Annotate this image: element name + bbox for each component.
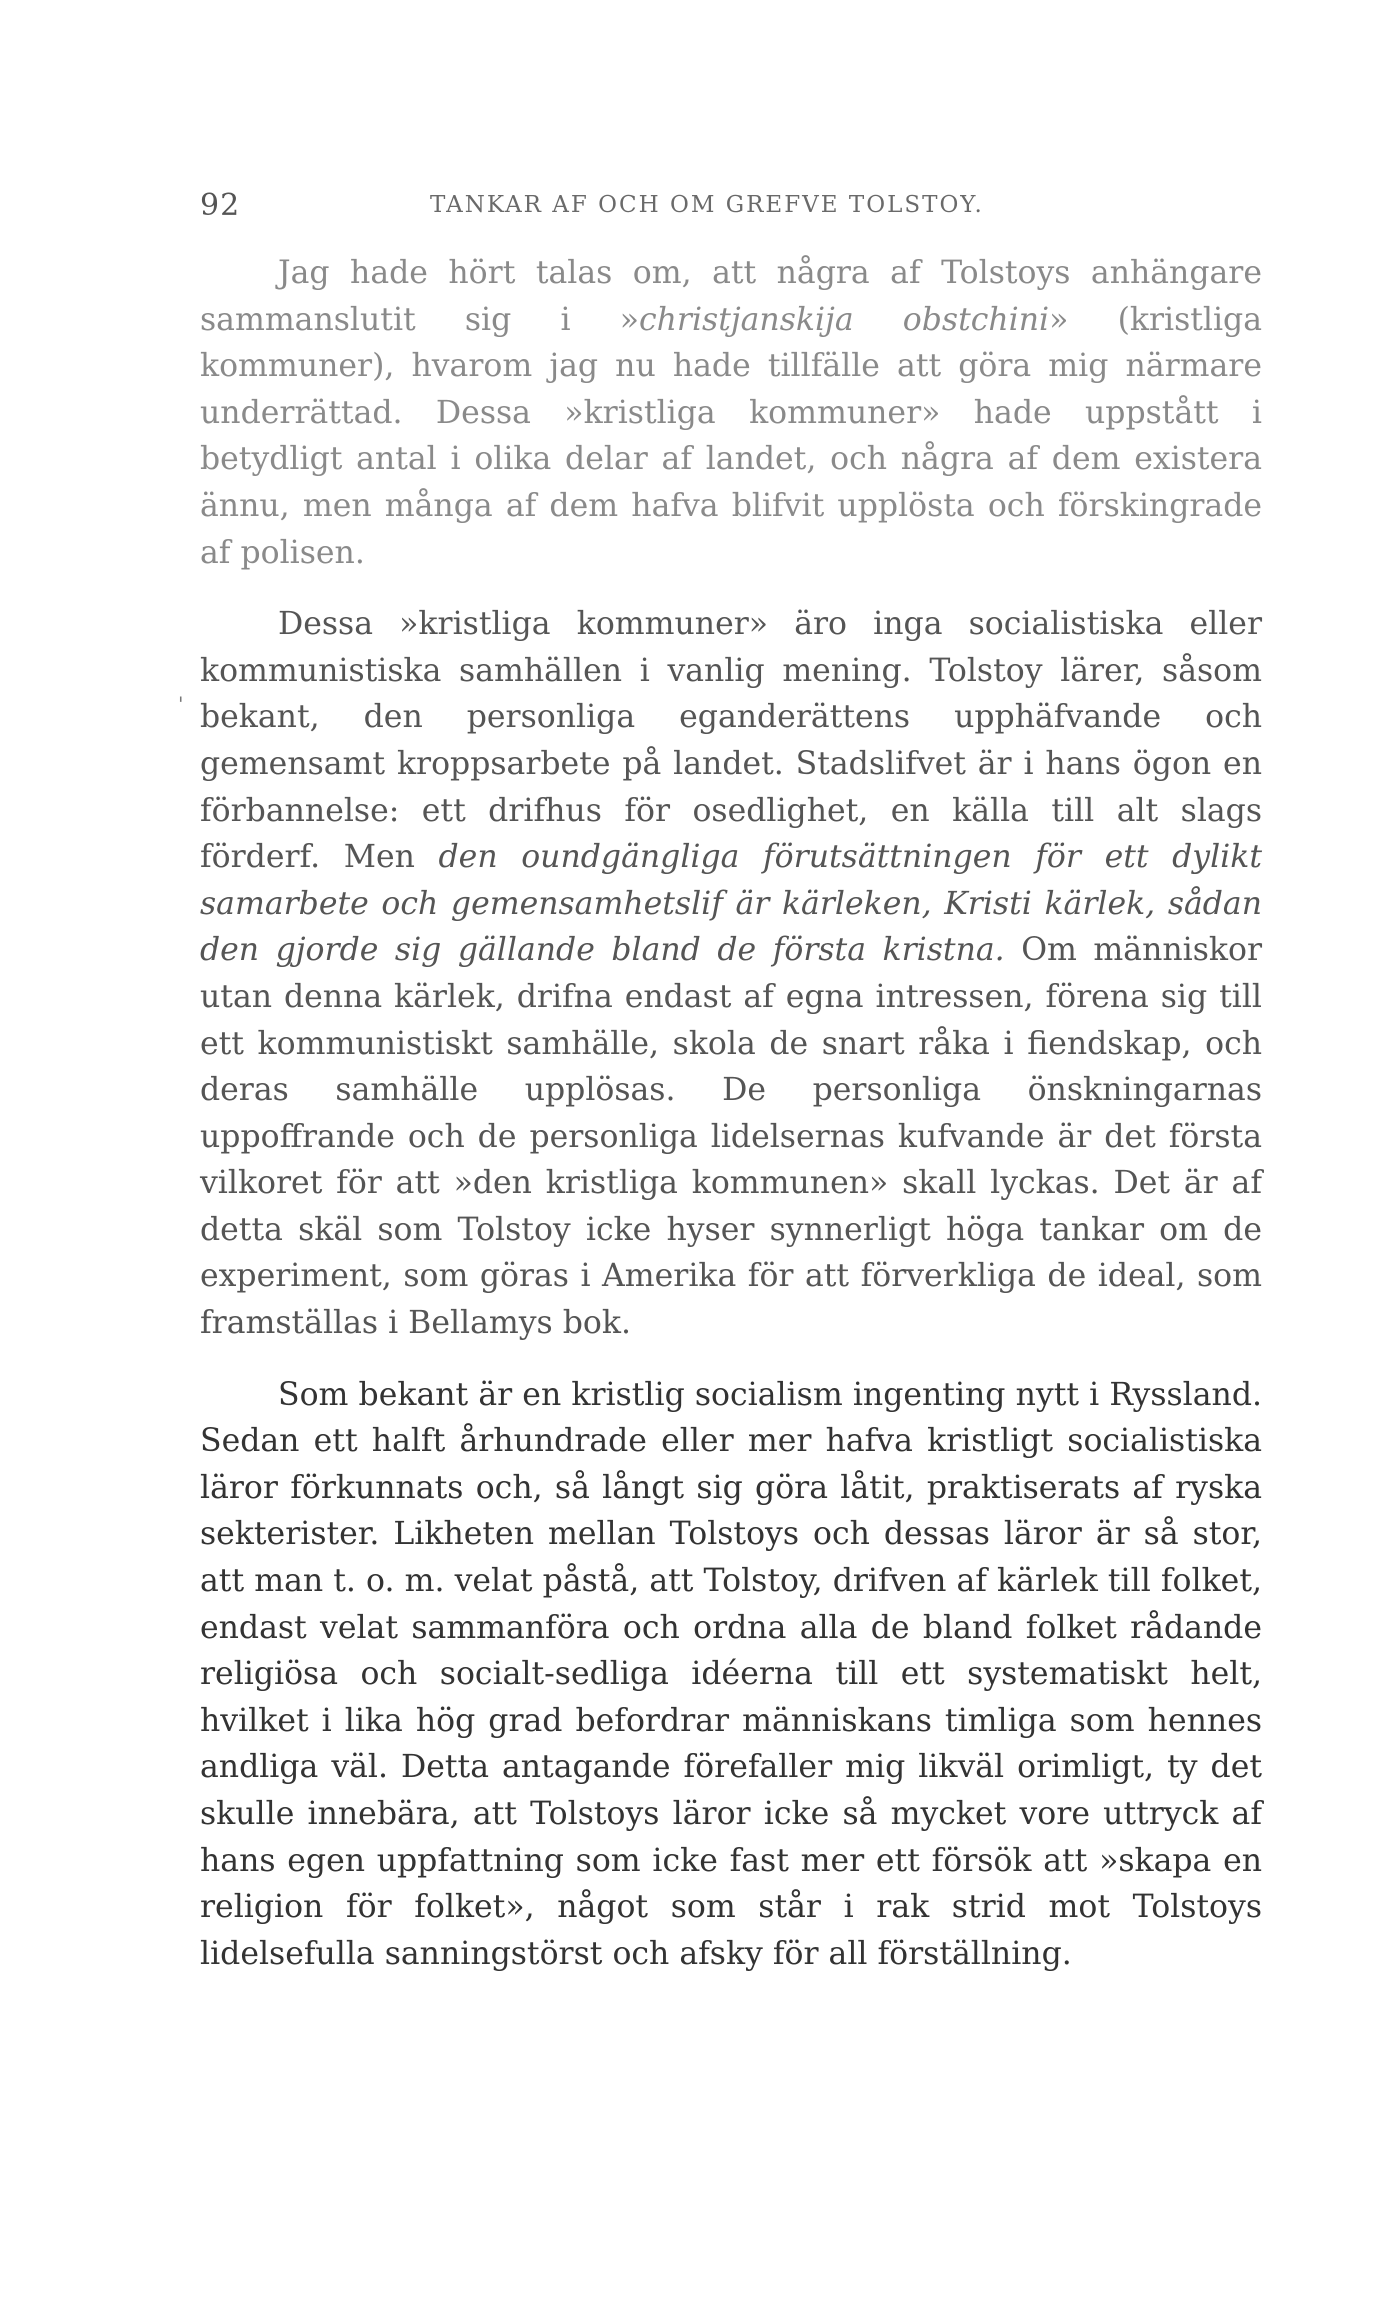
paragraph-1-italic-term: christjanskija obstchini bbox=[639, 301, 1050, 338]
running-title: TANKAR AF OCH OM GREFVE TOLSTOY. bbox=[430, 192, 984, 218]
paragraph-2-text-a: Dessa »kristliga kommuner» äro inga socialistiska eller kommunistiska samhällen i vanlig mening. Tolstoy lärer, såsom bekant, den personliga eganderättens upphäfvande och gemensamt kroppsarbete på landet. Stadslifvet är i hans ögon en förbannelse: ett drifhus för osedlighet, en källa till alt slags förderf. Men bbox=[200, 606, 1262, 876]
margin-mark: ' bbox=[178, 692, 184, 716]
paragraph-2 bbox=[200, 601, 1262, 1347]
paragraph-2-italic-passage: den oundgängliga förutsättningen för ett dylikt samarbete och gemensamhetslif är kärleken, Kristi kärlek, sådan den gjorde sig gällande bland de första kristna. bbox=[200, 839, 1262, 969]
paragraph-1-text-a: Jag hade hört talas om, att några af Tolstoys anhängare sammanslutit sig i » bbox=[200, 255, 1262, 338]
paragraph-3-text: Som bekant är en kristlig socialism ingenting nytt i Ryssland. Sedan ett halft århundrade eller mer hafva kristligt socialistiska läror förkunnats och, så långt sig göra låtit, praktiserats af ryska sekterister. Likheten mellan Tolstoys och dessas läror är så stor, att man t. o. m. velat påstå, att Tolstoy, drifven af kärlek till folket, endast velat sammanföra och ordna alla de bland folket rådande religiösa och socialt-sedliga idéerna till ett systematiskt helt, hvilket i lika hög grad befordrar människans timliga som hennes andliga väl. Detta antagande förefaller mig likväl orimligt, ty det skulle innebära, att Tolstoys läror icke så mycket vore uttryck af hans egen uppfattning som icke fast mer ett försök att »skapa en religion för folket», något som står i rak strid mot Tolstoys lidelsefulla sanningstörst och afsky för all förställning. bbox=[200, 1376, 1262, 1972]
paragraph-3 bbox=[200, 1372, 1262, 1978]
paragraph-1 bbox=[200, 250, 1262, 576]
paragraph-1-text-b: » (kristliga kommuner), hvarom jag nu hade tillfälle att göra mig närmare underrättad. Dessa »kristliga kommuner» hade uppstått i betydligt antal i olika delar af landet, och några af dem existera ännu, men många af dem hafva blifvit upplösta och förskingrade af polisen. bbox=[200, 301, 1262, 571]
paragraph-2-text-b: Om människor utan denna kärlek, drifna endast af egna intressen, förena sig till ett kommunistiskt samhälle, skola de snart råka i fiendskap, och deras samhälle upplösas. De personliga önskningarnas uppoffrande och de personliga lidelsernas kufvande är det första vilkoret för att »den kristliga kommunen» skall lyckas. Det är af detta skäl som Tolstoy icke hyser synnerligt höga tankar om de experiment, som göras i Amerika för att förverkliga de ideal, som framställas i Bellamys bok. bbox=[200, 932, 1263, 1342]
body-text bbox=[200, 250, 1262, 1977]
running-header bbox=[200, 188, 1275, 228]
page-number: 92 bbox=[200, 188, 241, 223]
